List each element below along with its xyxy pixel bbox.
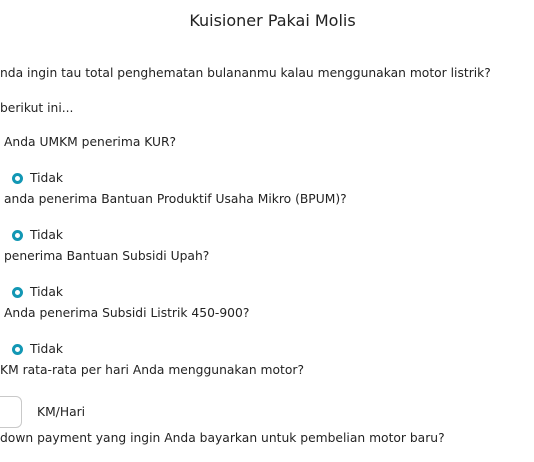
radio-selected-icon[interactable] — [12, 287, 23, 298]
answer-label: Tidak — [30, 285, 64, 299]
radio-selected-icon[interactable] — [12, 230, 23, 241]
question-km: KM rata-rata per hari Anda menggunakan motor? — [0, 363, 304, 377]
question-down-payment: down payment yang ingin Anda bayarkan untuk pembelian motor baru? — [0, 431, 445, 445]
question-bsu: penerima Bantuan Subsidi Upah? — [4, 249, 210, 263]
answer-bpum[interactable] — [12, 228, 63, 242]
km-per-day-input[interactable] — [0, 396, 22, 428]
answer-subsidi-listrik[interactable] — [12, 342, 63, 356]
radio-selected-icon[interactable] — [12, 173, 23, 184]
intro-text: nda ingin tau total penghematan bulananmu kalau menggunakan motor listrik? — [0, 66, 491, 80]
answer-label: Tidak — [30, 171, 64, 185]
question-kur: Anda UMKM penerima KUR? — [4, 135, 177, 149]
question-bpum: anda penerima Bantuan Produktif Usaha Mikro (BPUM)? — [4, 192, 347, 206]
answer-bsu[interactable] — [12, 285, 63, 299]
answer-label: Tidak — [30, 342, 64, 356]
instruction-text: berikut ini... — [0, 101, 74, 115]
radio-selected-icon[interactable] — [12, 344, 23, 355]
km-unit-label: KM/Hari — [37, 405, 86, 419]
page-title: Kuisioner Pakai Molis — [189, 11, 356, 30]
answer-label: Tidak — [30, 228, 64, 242]
question-subsidi-listrik: Anda penerima Subsidi Listrik 450-900? — [4, 306, 250, 320]
answer-kur[interactable] — [12, 171, 63, 185]
